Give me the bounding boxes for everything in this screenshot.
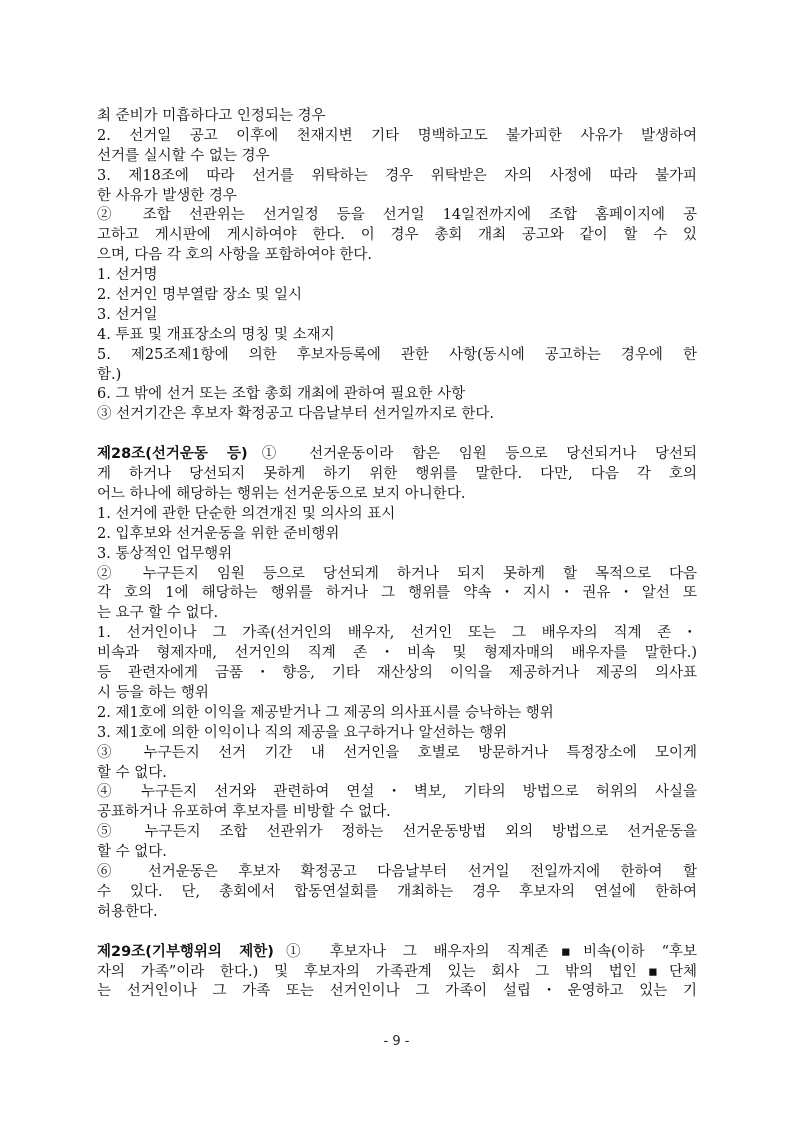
text-line: ⑥ 선거운동은 후보자 확정공고 다음날부터 선거일 전일까지에 한하여 할 <box>97 863 697 880</box>
text-line: 시 등을 하는 행위 <box>97 684 209 701</box>
paragraph-gap <box>97 425 697 445</box>
article-heading: 제29조(기부행위의 제한) <box>97 943 274 960</box>
article-heading: 제28조(선거운동 등) <box>97 446 248 463</box>
text-line: 6. 그 밖에 선거 또는 조합 총회 개최에 관하여 필요한 사항 <box>97 386 466 403</box>
text-line: 할 수 없다. <box>97 764 167 781</box>
article-28 <box>97 445 697 922</box>
text-line: 으며, 다음 각 호의 사항을 포함하여야 한다. <box>97 247 372 264</box>
text-line: 1. 선거명 <box>97 267 158 284</box>
text-line: 는 요구 할 수 없다. <box>97 605 219 622</box>
text-line: ③ 선거기간은 후보자 확정공고 다음날부터 선거일까지로 한다. <box>97 406 494 423</box>
article-first-line <box>97 445 697 465</box>
text-line: 4. 투표 및 개표장소의 명칭 및 소재지 <box>97 326 335 343</box>
text-line: 각 호의 1에 해당하는 행위를 하거나 그 행위를 약속・지시・권유・알선 또 <box>97 585 697 602</box>
article-first-text: ① 선거운동이라 함은 임원 등으로 당선되거나 당선되 <box>247 446 697 463</box>
article-first-line <box>97 943 697 963</box>
text-line: ② 누구든지 임원 등으로 당선되게 하거나 되지 못하게 할 목적으로 다음 <box>97 565 697 582</box>
text-line: ④ 누구든지 선거와 관련하여 연설・벽보, 기타의 방법으로 허위의 사실을 <box>97 784 697 801</box>
article-first-text: ① 후보자나 그 배우자의 직계존▪비속(이하 “후보 <box>273 943 697 960</box>
article-29 <box>97 943 697 1003</box>
text-line: 1. 선거인이나 그 가족(선거인의 배우자, 선거인 또는 그 배우자의 직계 존・ <box>97 625 697 642</box>
section-election-schedule <box>97 107 697 425</box>
text-line: ⑤ 누구든지 조합 선관위가 정하는 선거운동방법 외의 방법으로 선거운동을 <box>97 824 697 841</box>
text-line: 자의 가족”이라 한다.) 및 후보자의 가족관계 있는 회사 그 밖의 법인▪단체 <box>97 963 697 980</box>
text-line: 2. 선거일 공고 이후에 천재지변 기타 명백하고도 불가피한 사유가 발생하여 <box>97 127 697 144</box>
text-line: 어느 하나에 해당하는 행위는 선거운동으로 보지 아니한다. <box>97 486 466 503</box>
text-line: 1. 선거에 관한 단순한 의견개진 및 의사의 표시 <box>97 505 396 522</box>
text-line: 3. 제18조에 따라 선거를 위탁하는 경우 위탁받은 자의 사정에 따라 불가피 <box>97 167 697 184</box>
text-line: 2. 제1호에 의한 이익을 제공받거나 그 제공의 의사표시를 승낙하는 행위 <box>97 704 554 721</box>
text-line: ③ 누구든지 선거 기간 내 선거인을 호별로 방문하거나 특정장소에 모이게 <box>97 744 697 761</box>
text-line: 할 수 없다. <box>97 844 167 861</box>
document-page <box>97 107 697 1002</box>
text-line: 공표하거나 유포하여 후보자를 비방할 수 없다. <box>97 804 391 821</box>
text-line: 3. 선거일 <box>97 306 158 323</box>
text-line: 선거를 실시할 수 없는 경우 <box>97 147 270 164</box>
text-line: 비속과 형제자매, 선거인의 직계 존・비속 및 형제자매의 배우자를 말한다.) <box>97 645 697 662</box>
text-line: 고하고 게시판에 게시하여야 한다. 이 경우 총회 개최 공고와 같이 할 수 있 <box>97 227 697 244</box>
page-number: - 9 - <box>383 1034 410 1049</box>
text-line: 게 하거나 당선되지 못하게 하기 위한 행위를 말한다. 다만, 다음 각 호의 <box>97 466 697 483</box>
text-line: 3. 통상적인 업무행위 <box>97 545 233 562</box>
text-line: 는 선거인이나 그 가족 또는 선거인이나 그 가족이 설립・운영하고 있는 기 <box>97 983 697 1000</box>
paragraph-gap <box>97 923 697 943</box>
text-line: 한 사유가 발생한 경우 <box>97 187 237 204</box>
text-line: 최 준비가 미흡하다고 인정되는 경우 <box>97 108 326 124</box>
text-line: 등 관련자에게 금품・향응, 기타 재산상의 이익을 제공하거나 제공의 의사표 <box>97 665 697 682</box>
text-line: 3. 제1호에 의한 이익이나 직의 제공을 요구하거나 알선하는 행위 <box>97 724 508 741</box>
text-line: 5. 제25조제1항에 의한 후보자등록에 관한 사항(동시에 공고하는 경우에 한 <box>97 346 697 363</box>
text-line: ② 조합 선관위는 선거일정 등을 선거일 14일전까지에 조합 홈페이지에 공 <box>97 207 697 224</box>
text-line: 2. 입후보와 선거운동을 위한 준비행위 <box>97 525 340 542</box>
text-line: 함.) <box>97 366 122 383</box>
text-line: 2. 선거인 명부열람 장소 및 일시 <box>97 287 302 304</box>
text-line: 수 있다. 단, 총회에서 합동연설회를 개최하는 경우 후보자의 연설에 한하여 <box>97 883 697 900</box>
text-line: 허용한다. <box>97 903 158 920</box>
